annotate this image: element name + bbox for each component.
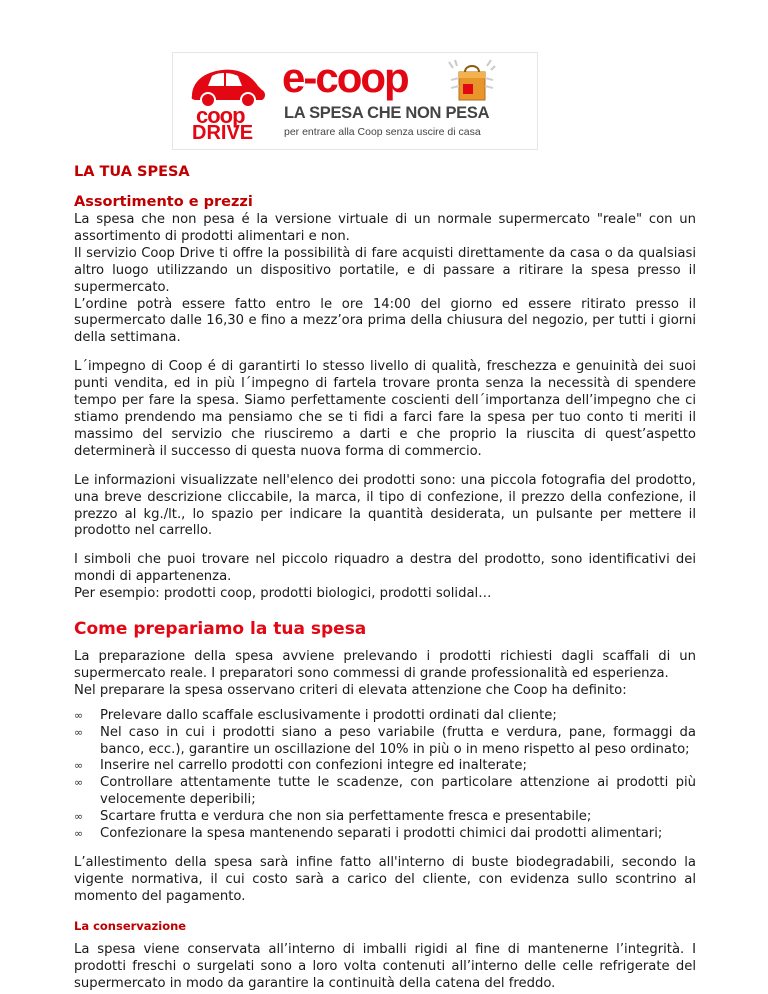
subslogan: per entrare alla Coop senza uscire di casa: [284, 126, 481, 138]
slogan: LA SPESA CHE NON PESA: [284, 104, 490, 122]
paragraph: [74, 552, 696, 586]
coop-wordmark: coop: [196, 103, 245, 128]
bullet-glyph: ∞: [74, 708, 84, 722]
list-item: [74, 826, 696, 843]
section-heading-preparazione: Come prepariamo la tua spesa: [74, 619, 367, 640]
ecoop-wordmark: e-coop: [282, 54, 408, 101]
paragraph-line: I simboli che puoi trovare nel piccolo riquadro a destra del prodotto, sono identificativi dei mondi di appartenenza.: [74, 552, 696, 585]
paragraph: [74, 246, 696, 297]
bullet-glyph: ∞: [74, 827, 84, 841]
section-heading-conservazione: La conservazione: [74, 918, 187, 933]
paragraph: [74, 649, 696, 683]
paragraph-conservazione: La spesa viene conservata all’interno di imballi rigidi al fine di mantenerne l’integrità. I prodotti freschi o surgelati sono a loro volta contenuti all’interno delle celle refrigerate del supermercato in modo da garantire la continuità della catena del freddo.: [74, 941, 696, 991]
car-icon: [178, 58, 274, 108]
bullet-glyph: ∞: [74, 810, 84, 824]
list-item-text: Inserire nel carrello prodotti con confezioni integre ed inalterate;: [100, 758, 527, 774]
list-item: [74, 724, 696, 759]
paragraph: [74, 683, 696, 700]
paragraph-line: La preparazione della spesa avviene prelevando i prodotti richiesti dagli scaffali di un supermercato reale. I preparatori sono commessi di grande professionalità ed esperienza.: [74, 649, 696, 681]
paragraph: [74, 297, 696, 348]
paragraph: [74, 212, 696, 246]
paragraph-line: Nel preparare la spesa osservano criteri di elevata attenzione che Coop ha definito:: [74, 682, 627, 698]
bullet-glyph: ∞: [74, 725, 84, 739]
paragraph-informazioni: Le informazioni visualizzate nell'elenco dei prodotti sono: una piccola fotografia del prodotto, una breve descrizione cliccabile, la marca, il tipo di confezione, il prezzo della confezione, il prezzo al kg./lt., lo spazio per indicare la quantità desiderata, un pulsante per mettere il prodotto nel carrello.: [74, 472, 696, 539]
section-heading-assortimento: Assortimento e prezzi: [74, 194, 253, 210]
list-item-text: Nel caso in cui i prodotti siano a peso variabile (frutta e verdura, pane, formaggi da banco, ecc.), garantire un oscillazione del 10% in più o in meno rispetto al peso ordinato;: [100, 724, 696, 757]
page-title: LA TUA SPESA: [74, 164, 190, 180]
bullet-glyph: ∞: [74, 759, 84, 773]
paragraph-line: L’ordine potrà essere fatto entro le ore 14:00 del giorno ed essere ritirato presso il supermercato dalle 16,30 e fino a mezz’ora prima della chiusura del negozio, per tutti i giorni della settimana.: [74, 296, 696, 346]
list-item-text: Prelevare dallo scaffale esclusivamente i prodotti ordinati dal cliente;: [100, 707, 557, 723]
paragraph-allestimento: L’allestimento della spesa sarà infine fatto all'interno di buste biodegradabili, secondo la vigente normativa, il cui costo sarà a carico del cliente, con evidenza sullo scontrino al momento del pagamento.: [74, 855, 696, 904]
drive-wordmark: DRIVE: [192, 122, 254, 144]
shopping-bag-icon: [447, 58, 497, 106]
coop-drive-logo: [178, 58, 274, 144]
list-item-text: Scartare frutta e verdura che non sia perfettamente fresca e presentabile;: [100, 809, 592, 825]
bullet-glyph: ∞: [74, 776, 84, 790]
list-item: [74, 707, 696, 725]
list-item: [74, 775, 696, 809]
paragraph-line: Per esempio: prodotti coop, prodotti biologici, prodotti solidal…: [74, 586, 492, 602]
paragraph-line: Il servizio Coop Drive ti offre la possibilità di fare acquisti direttamente da casa o da qualsiasi altro luogo utilizzando un dispositivo portatile, e di passare a ritirare la spesa presso il supermercato.: [74, 245, 696, 295]
ecoop-banner: [172, 52, 538, 150]
paragraph: [74, 586, 696, 603]
list-item-text: Controllare attentamente tutte le scadenze, con particolare attenzione ai prodotti più velocemente deperibili;: [100, 775, 696, 808]
criteria-list: [74, 708, 696, 843]
paragraph-impegno: L´impegno di Coop é di garantirti lo stesso livello di qualità, freschezza e genuinità dei suoi punti vendita, ed in più l´impegno di fartela trovare pronta senza la necessità di spendere tempo per fare la spesa. Siamo perfettamente coscienti dell´importanza dell’impegno che ci stiamo prendendo ma pensiamo che se ti fidi a farci fare la spesa per tuo conto ti meriti il massimo del servizio che riusciremo a darti e che proprio la riuscita di quest’aspetto determinerà il successo di questa nuova forma di commercio.: [74, 359, 696, 459]
document-body: [74, 162, 696, 992]
list-item: [74, 758, 696, 775]
paragraph-line: La spesa che non pesa é la versione virtuale di un normale supermercato "reale" con un assortimento di prodotti alimentari e non.: [74, 212, 696, 244]
list-item: [74, 809, 696, 826]
list-item-text: Confezionare la spesa mantenendo separati i prodotti chimici dai prodotti alimentari;: [100, 826, 663, 842]
